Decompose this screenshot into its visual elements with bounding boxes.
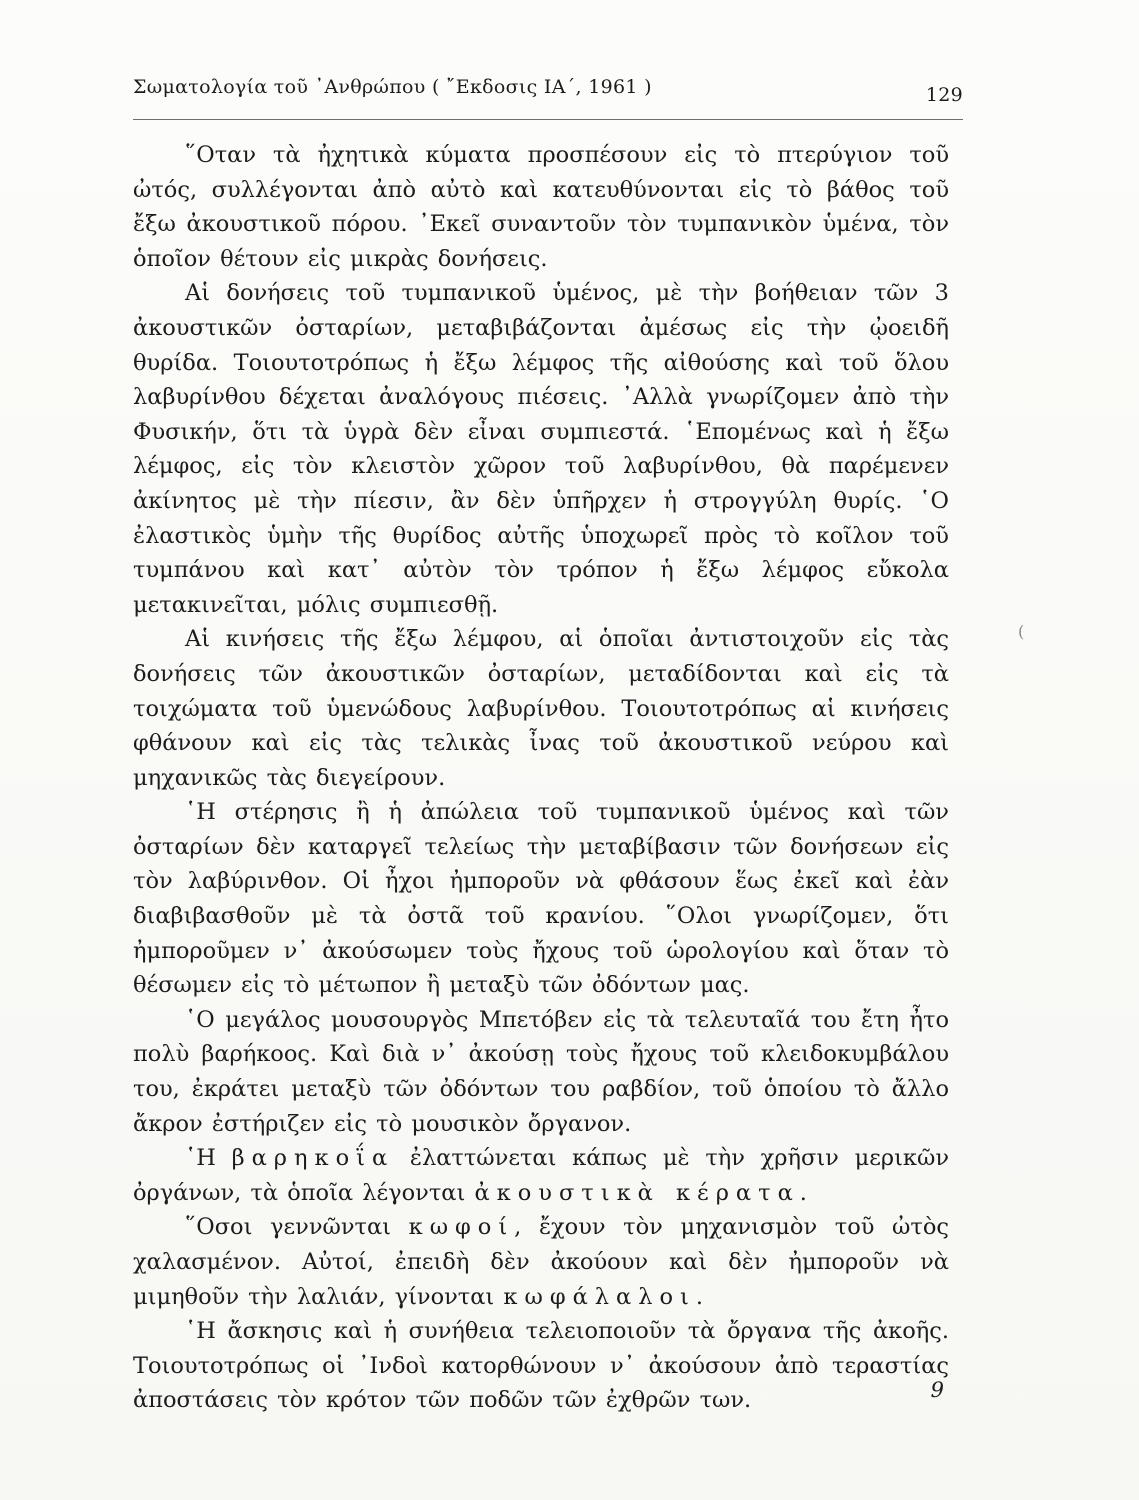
page-number: 129	[925, 84, 963, 106]
paragraph-text: ῾Η στέρησις ἢ ἡ ἀπώλεια τοῦ τυμπανικοῦ ὑμένος καὶ τῶν ὀσταρίων δὲν καταργεῖ τελείως τὴν μεταβίβασιν τῶν δονήσεων εἰς τὸν λαβύρινθον. Οἱ ἦχοι ἠμποροῦν νὰ φθάσουν ἕως ἐκεῖ καὶ ἐὰν διαβιβασθοῦν μὲ τὰ ὀστᾶ τοῦ κρανίου. ῞Ολοι γνωρίζομεν, ὅτι ἠμποροῦμεν ν᾿ ἀκούσωμεν τοὺς ἤχους τοῦ ὡρολογίου καὶ ὅταν τὸ θέσωμεν εἰς τὸ μέτωπον ἢ μεταξὺ τῶν ὀδόντων μας.	[133, 799, 949, 999]
paragraph-text: Αἱ δονήσεις τοῦ τυμπανικοῦ ὑμένος, μὲ τὴν βοήθειαν τῶν 3 ἀκουστικῶν ὀσταρίων, μεταβιβάζονται ἀμέσως εἰς τὴν ᾠοειδῆ θυρίδα. Τοιουτοτρόπως ἡ ἔξω λέμφος τῆς αἰθούσης καὶ τοῦ ὅλου λαβυρίνθου δέχεται ἀναλόγους πιέσεις. ᾿Αλλὰ γνωρίζομεν ἀπὸ τὴν Φυσικήν, ὅτι τὰ ὑγρὰ δὲν εἶναι συμπιεστά. ῾Επομένως καὶ ἡ ἔξω λέμφος, εἰς τὸν κλειστὸν χῶρον τοῦ λαβυρίνθου, θὰ παρέμενεν ἀκίνητος μὲ τὴν πίεσιν, ἂν δὲν ὑπῆρχεν ἡ στρογγύλη θυρίς. ῾Ο ἐλαστικὸς ὑμὴν τῆς θυρίδος αὐτῆς ὑποχωρεῖ πρὸς τὸ κοῖλον τοῦ τυμπάνου καὶ κατ᾿ αὐτὸν τὸν τρόπον ἡ ἔξω λέμφος εὔκολα μετακινεῖται, μόλις συμπιεσθῇ.	[133, 280, 949, 618]
paragraph	[133, 276, 949, 622]
spaced-term: βαρηκοΐα	[231, 1145, 395, 1172]
paragraph-text: ῾Η	[185, 1145, 232, 1172]
paragraph-text: ἐλαττώνεται κάπως μὲ τὴν χρῆσιν μερικῶν ὀργάνων, τὰ ὁποῖα λέγονται	[133, 1145, 949, 1206]
paragraph-text: .	[695, 1283, 704, 1310]
spaced-term: κωφάλαλοι	[503, 1283, 696, 1310]
paragraph-text: ῾Η ἄσκησις καὶ ἡ συνήθεια τελειοποιοῦν τὰ ὄργανα τῆς ἀκοῆς. Τοιουτοτρόπως οἱ ᾿Ινδοὶ κατορθώνουν ν᾿ ἀκούσουν ἀπὸ τεραστίας ἀποστάσεις τὸν κρότον τῶν ποδῶν τῶν ἐχθρῶν των.	[133, 1318, 949, 1414]
paragraph	[133, 622, 949, 795]
paragraph-text: .	[799, 1179, 807, 1206]
paragraph	[133, 1210, 949, 1314]
margin-mark: (	[1018, 622, 1025, 641]
header-title: Σωματολογία τοῦ ᾿Ανθρώπου ( ῎Εκδοσις ΙΑ΄, 1961 )	[133, 76, 652, 98]
spaced-term: κωφοί	[408, 1214, 515, 1241]
paragraph-text: ῞Οσοι γεννῶνται	[185, 1214, 409, 1241]
paragraph	[133, 138, 949, 276]
paragraph-text: Αἱ κινήσεις τῆς ἔξω λέμφου, αἱ ὁποῖαι ἀντιστοιχοῦν εἰς τὰς δονήσεις τῶν ἀκουστικῶν ὀσταρίων, μεταδίδονται καὶ εἰς τὰ τοιχώματα τοῦ ὑμενώδους λαβυρίνθου. Τοιουτοτρόπως αἱ κινήσεις φθάνουν καὶ εἰς τὰς τελικὰς ἶνας τοῦ ἀκουστικοῦ νεύρου καὶ μηχανικῶς τὰς διεγείρουν.	[133, 626, 949, 791]
paragraph	[133, 1003, 949, 1141]
paragraph	[133, 1314, 949, 1418]
signature-mark: 9	[930, 1378, 944, 1402]
paragraph	[133, 1141, 949, 1210]
paragraph-text: ῾Ο μεγάλος μουσουργὸς Μπετόβεν εἰς τὰ τελευταῖά του ἔτη ἦτο πολὺ βαρήκοος. Καὶ διὰ ν᾿ ἀκούσῃ τοὺς ἤχους τοῦ κλειδοκυμβάλου του, ἐκράτει μεταξὺ τῶν ὀδόντων του ραβδίον, τοῦ ὁποίου τὸ ἄλλο ἄκρον ἐστήριζεν εἰς τὸ μουσικὸν ὄργανον.	[133, 1006, 949, 1137]
header-rule	[133, 119, 963, 120]
paragraph-text: ῞Οταν τὰ ἠχητικὰ κύματα προσπέσουν εἰς τὸ πτερύγιον τοῦ ὠτός, συλλέγονται ἀπὸ αὐτὸ καὶ κατευθύνονται εἰς τὸ βάθος τοῦ ἔξω ἀκουστικοῦ πόρου. ᾿Εκεῖ συναντοῦν τὸν τυμπανικὸν ὑμένα, τὸν ὁποῖον θέτουν εἰς μικρὰς δονήσεις.	[133, 142, 949, 272]
body-text	[133, 138, 949, 1418]
spaced-term: ἀκουστικὰ κέρατα	[474, 1179, 800, 1206]
paragraph	[133, 795, 949, 1003]
paragraph-text: , ἔχουν τὸν μηχανισμὸν τοῦ ὠτὸς χαλασμένον. Αὐτοί, ἐπειδὴ δὲν ἀκούουν καὶ δὲν ἠμποροῦν νὰ μιμηθοῦν τὴν λαλιάν, γίνονται	[133, 1214, 949, 1310]
